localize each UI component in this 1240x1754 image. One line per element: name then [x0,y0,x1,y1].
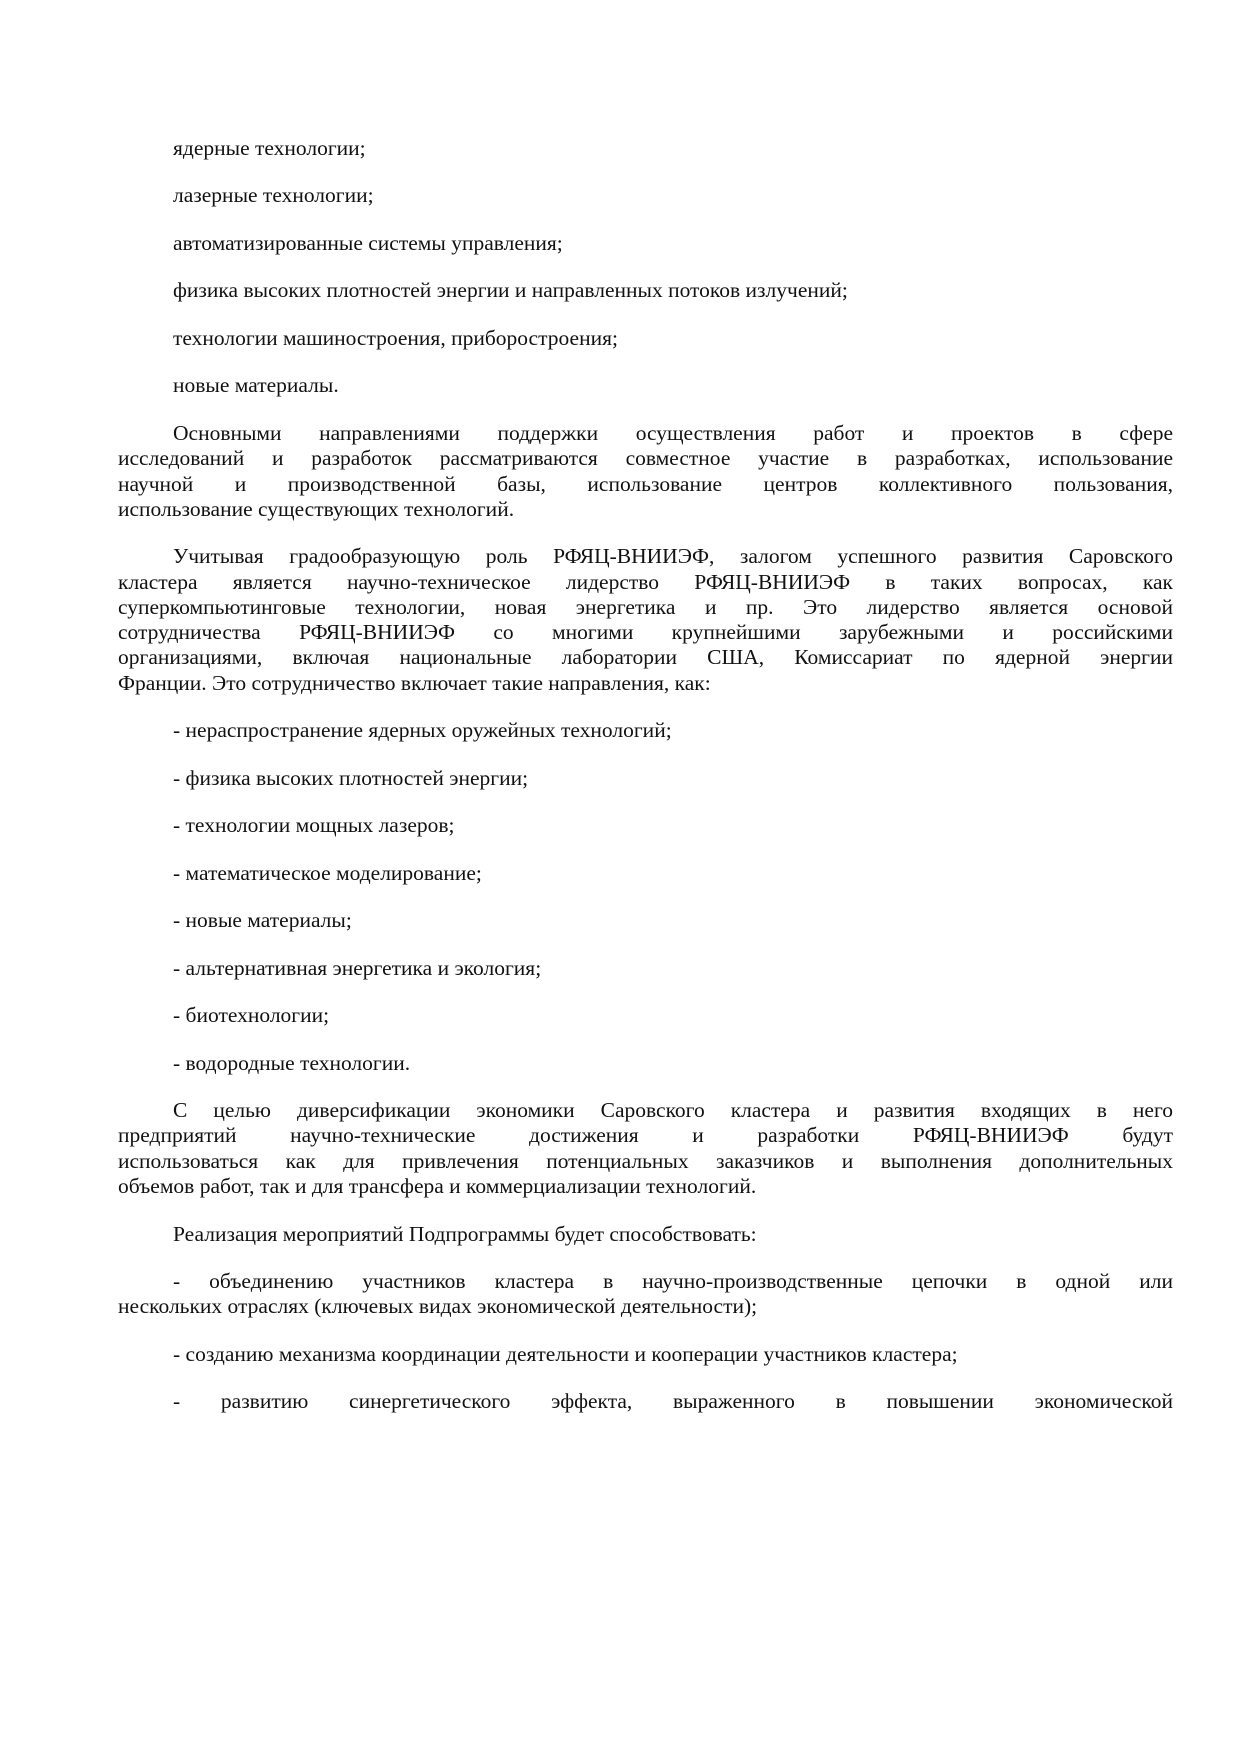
paragraph-line: использоваться как для привлечения потенциальных заказчиков и выполнения дополнительных [118,1148,1173,1173]
paragraph-line: организациями, включая национальные лаборатории США, Комиссариат по ядерной энергии [118,645,1173,670]
paragraph-line: Реализация мероприятий Подпрограммы будет способствовать: [173,1221,757,1246]
paragraph-line: новые материалы. [173,373,339,398]
paragraph-line: сотрудничества РФЯЦ-ВНИИЭФ со многими крупнейшими зарубежными и российскими [118,620,1173,645]
list-item [118,1003,1173,1028]
paragraph-line: - развитию синергетического эффекта, выраженного в повышении экономической [173,1389,1173,1414]
cooperation-directions-list [118,718,1173,1076]
list-item [118,813,1173,838]
paragraph-city-forming-role [118,544,1173,696]
document-page [118,136,1173,1437]
list-item [118,373,1173,398]
paragraph-line: предприятий научно-технические достижения и разработки РФЯЦ-ВНИИЭФ будут [118,1123,1173,1148]
paragraph-line: - математическое моделирование; [173,860,482,885]
technology-list [118,136,1173,399]
paragraph-line: - водородные технологии. [173,1050,411,1075]
paragraph-subprogram-intro [118,1222,1173,1247]
paragraph-line: - альтернативная энергетика и экология; [173,955,542,980]
paragraph-line: суперкомпьютинговые технологии, новая энергетика и пр. Это лидерство является основой [118,594,1173,619]
list-item [118,718,1173,743]
paragraph-line: технологии машиностроения, приборостроения; [173,325,618,350]
list-item [118,231,1173,256]
list-item [118,326,1173,351]
paragraph-line: автоматизированные системы управления; [173,230,563,255]
paragraph-line: - физика высоких плотностей энергии; [173,765,529,790]
paragraph-line: нескольких отраслях (ключевых видах экономической деятельности); [118,1294,758,1319]
subprogram-effects-list [118,1269,1173,1415]
paragraph-line: ядерные технологии; [173,136,366,160]
paragraph-line: Учитывая градообразующую роль РФЯЦ-ВНИИЭФ, залогом успешного развития Саровского [173,544,1173,569]
paragraph-line: - новые материалы; [173,908,352,933]
paragraph-line: исследований и разработок рассматриваются совместное участие в разработках, использование [118,446,1173,471]
paragraph-line: - объединению участников кластера в научно-производственные цепочки в одной или [173,1268,1173,1293]
paragraph-line: Франции. Это сотрудничество включает такие направления, как: [118,670,711,695]
paragraph-support-directions [118,421,1173,522]
paragraph-line: использование существующих технологий. [118,496,515,521]
list-item [118,766,1173,791]
paragraph-line: - биотехнологии; [173,1003,330,1028]
list-item [118,278,1173,303]
list-item [118,861,1173,886]
paragraph-line: - нераспространение ядерных оружейных технологий; [173,718,672,743]
paragraph-line: объемов работ, так и для трансфера и коммерциализации технологий. [118,1174,757,1199]
list-item [118,1269,1173,1320]
list-item [118,1342,1173,1367]
paragraph-line: научной и производственной базы, использование центров коллективного пользования, [118,471,1173,496]
paragraph-diversification [118,1098,1173,1199]
paragraph-line: лазерные технологии; [173,183,374,208]
list-item [118,908,1173,933]
paragraph-line: физика высоких плотностей энергии и направленных потоков излучений; [173,278,848,303]
paragraph-line: кластера является научно-техническое лидерство РФЯЦ-ВНИИЭФ в таких вопросах, как [118,569,1173,594]
list-item [118,136,1173,161]
list-item [118,956,1173,981]
paragraph-line: С целью диверсификации экономики Саровского кластера и развития входящих в него [173,1098,1173,1123]
list-item [118,1389,1173,1414]
paragraph-line: - технологии мощных лазеров; [173,813,455,838]
list-item [118,1051,1173,1076]
list-item [118,183,1173,208]
paragraph-line: Основными направлениями поддержки осуществления работ и проектов в сфере [173,420,1173,445]
paragraph-line: - созданию механизма координации деятельности и кооперации участников кластера; [173,1341,958,1366]
